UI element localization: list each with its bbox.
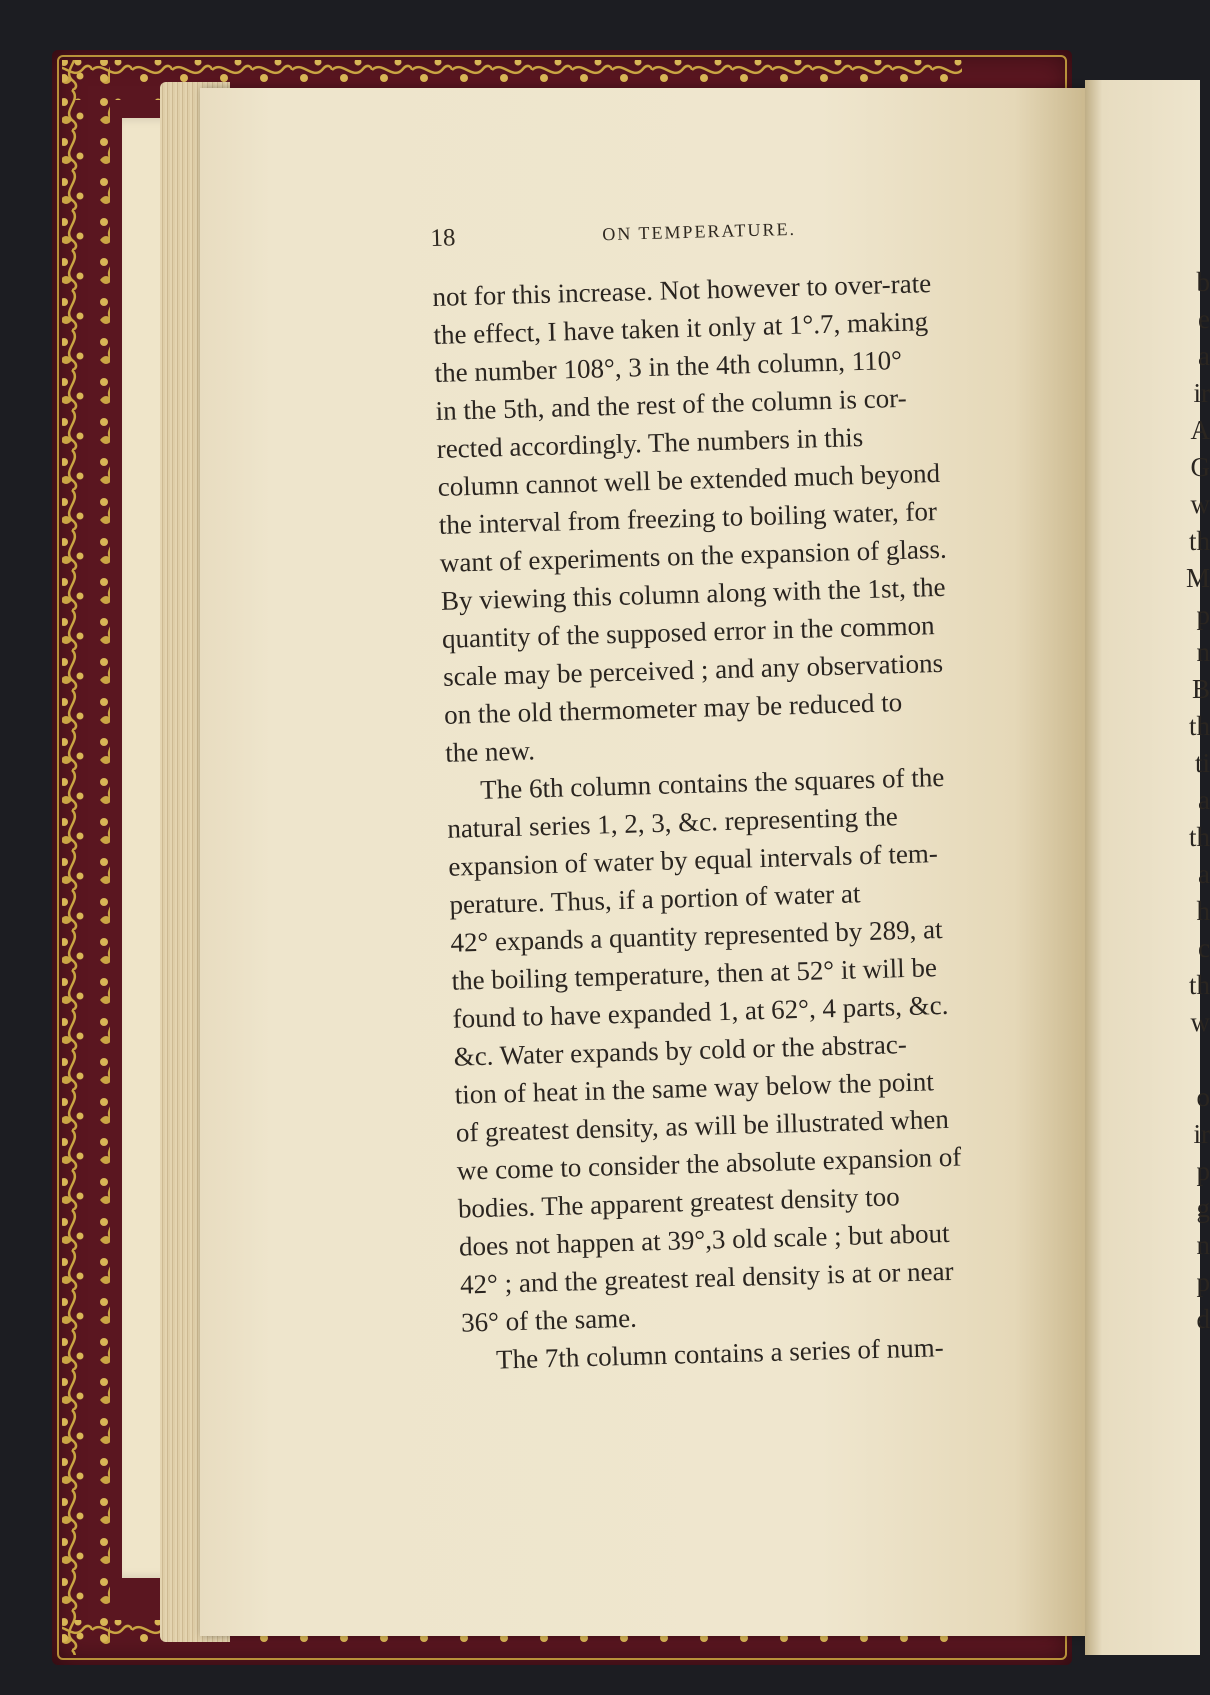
text-fragment: w [1190, 1007, 1210, 1037]
text-fragment: th [1188, 526, 1210, 556]
text-fragment: o [1196, 1082, 1210, 1112]
text-line: 42° expands a quantity represented by 289, at [450, 914, 943, 958]
text-line: on the old thermometer may be reduced to [443, 687, 903, 730]
text-fragment: g [1196, 1193, 1210, 1223]
text-fragment: th [1188, 822, 1210, 852]
body-text [432, 263, 1065, 1459]
text-fragment: e [1198, 304, 1210, 334]
running-title: ON TEMPERATURE. [602, 218, 797, 245]
text-line: 36° of the same. [460, 1302, 638, 1338]
text-fragment: th [1188, 970, 1210, 1000]
text-fragment: A [1190, 415, 1210, 445]
text-line: expansion of water by equal intervals of tem- [447, 838, 939, 882]
text-line: the number 108°, 3 in the 4th column, 110° [434, 344, 903, 388]
text-line: column cannot well be extended much beyond [437, 457, 941, 502]
text-line: the new. [444, 735, 536, 768]
text-fragment: ti [1194, 748, 1210, 778]
text-fragment: n [1196, 1230, 1210, 1260]
text-line: the boiling temperature, then at 52° it will be [451, 952, 938, 996]
text-fragment: a [1198, 859, 1210, 889]
text-fragment: p [1196, 600, 1210, 630]
text-line: The 6th column contains the squares of the [479, 761, 945, 805]
text-fragment: a [1198, 341, 1210, 371]
text-line: bodies. The apparent greatest density too [457, 1181, 901, 1224]
text-fragment: n [1196, 637, 1210, 667]
text-fragment: M [1185, 563, 1210, 593]
text-line: natural series 1, 2, 3, &c. representing the [446, 801, 899, 844]
text-fragment: B [1191, 674, 1210, 704]
text-line: the interval from freezing to boiling water, for [438, 495, 938, 540]
text-line: of greatest density, as will be illustrated when [455, 1103, 950, 1148]
text-fragment: b [1196, 267, 1210, 297]
text-line: scale may be perceived ; and any observations [442, 647, 944, 692]
text-line: in the 5th, and the rest of the column is cor- [435, 382, 907, 426]
text-fragment: th [1188, 711, 1210, 741]
text-line: &c. Water expands by cold or the abstrac- [453, 1029, 908, 1072]
text-line: By viewing this column along with the 1st, the [440, 571, 946, 616]
text-line: 42° ; and the greatest real density is at or near [459, 1255, 954, 1300]
text-line: want of experiments on the expansion of glass. [439, 533, 948, 578]
text-line: found to have expanded 1, at 62°, 4 parts, &c. [452, 989, 949, 1034]
text-fragment: ir [1193, 378, 1210, 408]
text-line: quantity of the supposed error in the common [441, 610, 935, 654]
text-line: the effect, I have taken it only at 1°.7, making [433, 306, 929, 350]
text-line: The 7th column contains a series of num- [495, 1332, 945, 1375]
text-line: not for this increase. Not however to over-rate [432, 268, 932, 312]
text-fragment: p [1196, 1267, 1210, 1297]
text-line: rected accordingly. The numbers in this [436, 422, 864, 464]
text-fragment: p [1196, 1156, 1210, 1186]
text-line: tion of heat in the same way below the point [454, 1066, 935, 1110]
text-fragment: a [1198, 785, 1210, 815]
page-number: 18 [430, 224, 456, 252]
text-fragment: w [1190, 489, 1210, 519]
text-fragment: c [1198, 933, 1210, 963]
text-line: we come to consider the absolute expansion of [456, 1141, 962, 1186]
text-line: perature. Thus, if a portion of water at [449, 878, 861, 920]
facing-page-text [1180, 267, 1210, 1460]
text-fragment: G [1190, 452, 1210, 482]
text-fragment: d [1196, 1304, 1210, 1334]
text-fragment: h [1196, 896, 1210, 926]
text-line: does not happen at 39°,3 old scale ; but about [458, 1217, 950, 1262]
text-fragment: ir [1193, 1119, 1210, 1149]
